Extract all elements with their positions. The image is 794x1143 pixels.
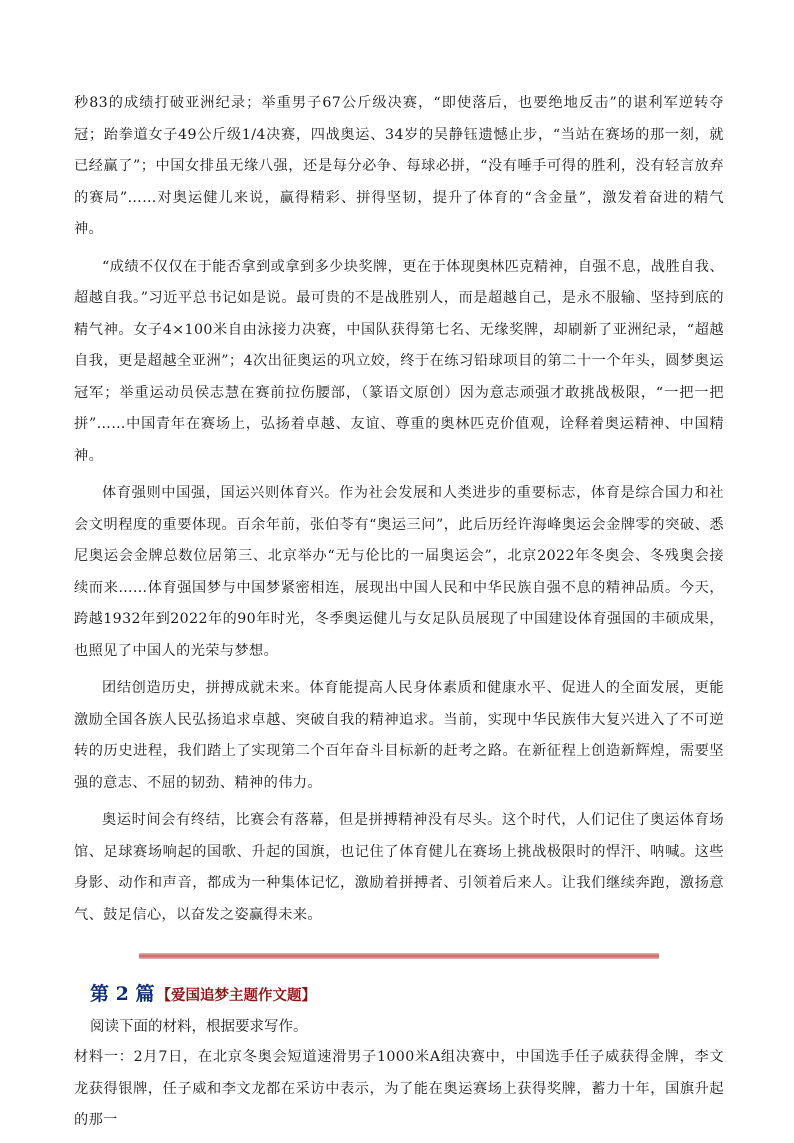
section-topic-tag: 【爱国追梦主题作文题】 [156,988,316,1004]
document-page [74,88,724,1143]
body-paragraph-4: 团结创造历史，拼搏成就未来。体育能提高人民身体素质和健康水平、促进人的全面发展，更能激励全国各族人民弘扬追求卓越、突破自我的精神追求。当前，实现中华民族伟大复兴进入了不可逆转的历史进程，我们踏上了实现第二个百年奋斗目标新的赶考之路。在新征程上创造新辉煌，需要坚强的意志、不屈的韧劲、精神的伟力。 [74,680,724,791]
section-number: 第 2 篇 [90,983,155,1005]
material-paragraph-1: 材料一：2月7日，在北京冬奥会短道速滑男子1000米A组决赛中，中国选手任子威获得金牌，李文龙获得银牌，任子威和李文龙都在采访中表示，为了能在奥运赛场上获得奖牌，蓄力十年，国旗升起的那一 [74,1049,724,1128]
body-paragraph-1: 秒83的成绩打破亚洲纪录；举重男子67公斤级决赛，“即使落后，也要绝地反击”的谌利军逆转夺冠；跆拳道女子49公斤级1/4决赛，四战奥运、34岁的吴静钰遗憾止步，“当站在赛场的那一刻，就已经赢了”；中国女排虽无缘八强，还是每分必争、每球必拼，“没有唾手可得的胜利，没有轻言放弃的赛局”……对奥运健儿来说，赢得精彩、拼得坚韧，提升了体育的“含金量”，激发着奋进的精气神。 [74,95,724,237]
body-paragraph-2: “成绩不仅仅在于能否拿到或拿到多少块奖牌，更在于体现奥林匹克精神，自强不息，战胜自我、超越自我。”习近平总书记如是说。最可贵的不是战胜别人，而是超越自己，是永不服输、坚持到底的精气神。女子4×100米自由泳接力决赛，中国队获得第七名、无缘奖牌，却刷新了亚洲纪录，“超越自我，更是超越全亚洲”；4次出征奥运的巩立姣，终于在练习铅球项目的第二十一个年头，圆梦奥运冠军；举重运动员侯志慧在赛前拉伤腰部，（篆语文原创）因为意志顽强才敢挑战极限，“一把一把拼”……中国青年在赛场上，弘扬着卓越、友谊、尊重的奥林匹克价值观，诠释着奥运精神、中国精神。 [74,258,724,464]
section-instruction: 阅读下面的材料，根据要求写作。 [90,1019,308,1035]
body-paragraph-3: 体育强则中国强，国运兴则体育兴。作为社会发展和人类进步的重要标志，体育是综合国力和社会文明程度的重要体现。百余年前，张伯苓有“奥运三问”，此后历经许海峰奥运会金牌零的突破、悉尼奥运会金牌总数位居第三、北京举办“无与伦比的一届奥运会”，北京2022年冬奥会、冬残奥会接续而来……体育强国梦与中国梦紧密相连，展现出中国人民和中华民族自强不息的精神品质。今天，跨越1932年到2022年的90年时光，冬季奥运健儿与女足队员展现了中国建设体育强国的丰硕成果，也照见了中国人的光荣与梦想。 [74,485,724,659]
body-paragraph-5: 奥运时间会有终结，比赛会有落幕，但是拼搏精神没有尽头。这个时代，人们记住了奥运体育场馆、足球赛场响起的国歌、升起的国旗，也记住了体育健儿在赛场上挑战极限时的悍汗、呐喊。这些身影、动作和声音，都成为一种集体记忆，激励着拼搏者、引领着后来人。让我们继续奔跑，激扬意气、鼓足信心，以奋发之姿赢得未来。 [74,812,724,923]
section-heading [90,979,724,1006]
section-divider [139,953,659,959]
